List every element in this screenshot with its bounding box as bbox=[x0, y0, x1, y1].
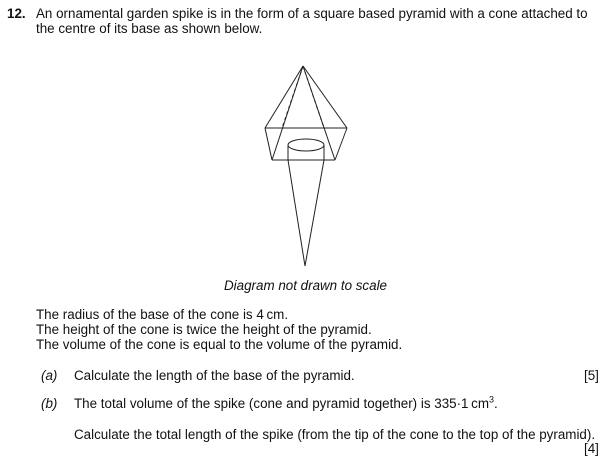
fact-cone-volume: The volume of the cone is equal to the volume of the pyramid. bbox=[36, 337, 403, 352]
pyramid-base-left bbox=[265, 128, 272, 160]
part-b-label: (b) bbox=[41, 396, 58, 411]
part-b-text2: Calculate the total length of the spike (from the tip of the cone to the top of the pyramid). bbox=[74, 427, 596, 442]
cone-edge-right bbox=[305, 160, 324, 266]
part-b-marks: [4] bbox=[584, 441, 599, 456]
part-a-text: Calculate the length of the base of the pyramid. bbox=[74, 368, 355, 383]
diagram-caption: Diagram not drawn to scale bbox=[224, 278, 387, 293]
part-b-text-superscript: 3 bbox=[489, 394, 495, 405]
part-b-text-end: . bbox=[494, 396, 498, 411]
question-intro-line-1: An ornamental garden spike is in the form of a square based pyramid with a cone attached to bbox=[36, 6, 588, 21]
part-b-text-main: The total volume of the spike (cone and pyramid together) is 335·1 cm bbox=[74, 396, 490, 411]
part-b-text bbox=[74, 396, 498, 412]
question-number: 12. bbox=[7, 6, 26, 21]
fact-cone-height: The height of the cone is twice the height of the pyramid. bbox=[36, 322, 372, 337]
part-a-label: (a) bbox=[41, 368, 58, 383]
pyramid-base-right bbox=[335, 128, 347, 160]
cone-edge-left bbox=[288, 160, 305, 266]
pyramid-edge-front-right bbox=[303, 66, 347, 128]
pyramid-edge-front-left bbox=[265, 66, 303, 128]
part-a-marks: [5] bbox=[584, 368, 599, 383]
question-intro-line-2: the centre of its base as shown below. bbox=[36, 21, 263, 36]
spike-drawing bbox=[265, 66, 347, 266]
fact-cone-radius: The radius of the base of the cone is 4 cm. bbox=[36, 307, 289, 322]
cone-base-ellipse bbox=[288, 139, 324, 151]
